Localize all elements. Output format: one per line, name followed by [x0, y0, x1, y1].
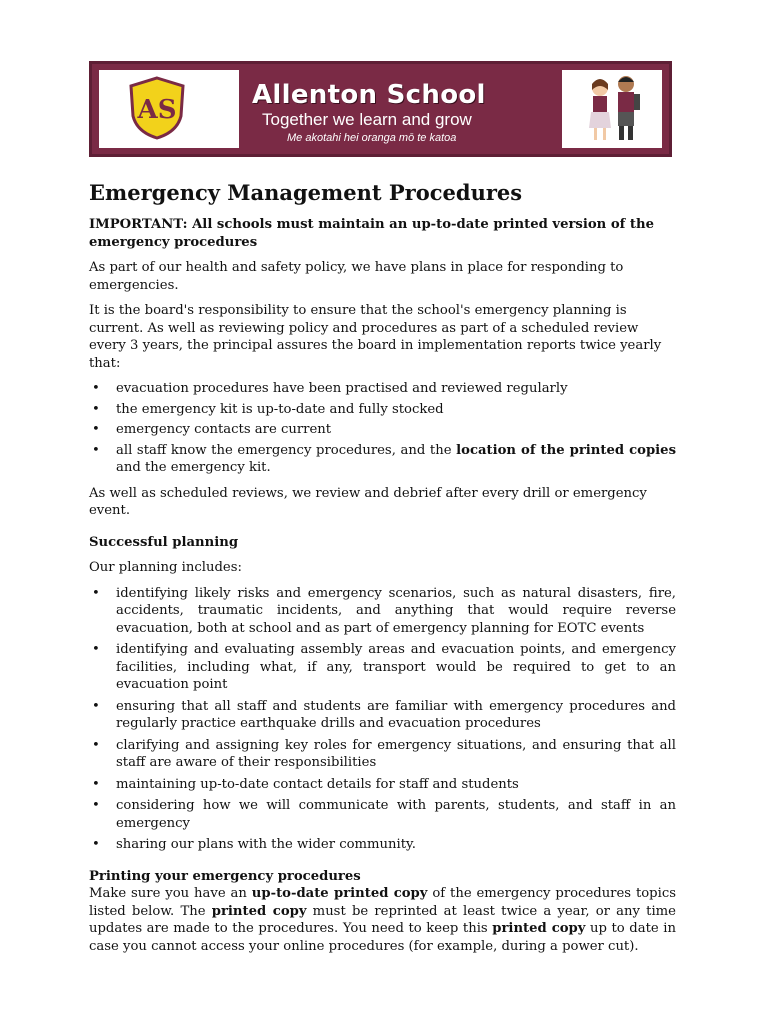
intro-paragraph: As part of our health and safety policy, we have plans in place for responding to emergencies. — [89, 260, 624, 293]
list-item — [116, 442, 676, 477]
list-item: • ensuring that all staff and students are familiar with emergency procedures and regularly practice earthquake drills and evacuation procedures — [116, 698, 676, 733]
list-item: • the emergency kit is up-to-date and fully stocked — [116, 401, 676, 419]
review-paragraph: As well as scheduled reviews, we review and debrief after every drill or emergency event. — [89, 485, 647, 518]
list-item: • identifying and evaluating assembly areas and evacuation points, and emergency facilities, including what, if any, transport would be required to get to an evacuation point — [116, 641, 676, 694]
school-tagline: Together we learn and grow — [262, 110, 472, 129]
students-icon — [562, 70, 662, 148]
document-body — [89, 180, 676, 963]
page-title: Emergency Management Procedures — [89, 180, 523, 205]
printing-heading: Printing your emergency procedures — [89, 868, 361, 884]
list-item: • evacuation procedures have been practised and reviewed regularly — [116, 380, 676, 398]
list-item: • maintaining up-to-date contact details for staff and students — [116, 776, 676, 794]
list-item: • identifying likely risks and emergency scenarios, such as natural disasters, fire, accidents, traumatic incidents, and anything that would require reverse evacuation, both at school and as part of emergency planning for EOTC events — [116, 585, 676, 638]
list-item: • clarifying and assigning key roles for emergency situations, and ensuring that all staff are aware of their responsibilities — [116, 737, 676, 772]
board-paragraph: It is the board's responsibility to ensure that the school's emergency planning is current. As well as reviewing policy and procedures as part of a scheduled review every 3 years, the principal assures the board in implementation reports twice yearly that: — [89, 303, 662, 371]
planning-list — [89, 585, 676, 854]
printing-text-bold: printed copy — [492, 921, 586, 936]
school-crest-icon — [127, 76, 187, 140]
school-banner — [89, 61, 672, 157]
list-item: • emergency contacts are current — [116, 421, 676, 439]
printing-text: up to date in case you cannot access your online procedures (for example, during a power cut). — [89, 921, 676, 954]
list-item: • sharing our plans with the wider community. — [116, 836, 676, 854]
item-text-bold: location of the printed copies — [456, 442, 676, 458]
crest-panel — [99, 70, 239, 148]
item-text: and the emergency kit. — [116, 460, 271, 475]
important-notice: IMPORTANT: All schools must maintain an up-to-date printed version of the emergency procedures — [89, 217, 654, 250]
printing-text-bold: printed copy — [211, 903, 307, 919]
printing-text: must be reprinted at least twice a year, or any time updates are made to the procedures. You need to keep this — [89, 903, 676, 936]
school-name: Allenton School — [252, 80, 486, 110]
list-item: • considering how we will communicate with parents, students, and staff in an emergency — [116, 797, 676, 832]
printing-text: Make sure you have an — [89, 886, 252, 901]
crest-letters: AS — [137, 95, 177, 125]
assurance-list — [89, 380, 676, 477]
printing-paragraph — [89, 885, 676, 955]
school-motto: Me akotahi hei oranga mō te katoa — [287, 132, 457, 144]
students-illustration — [562, 70, 662, 148]
printing-text: of the emergency procedures topics listed below. The — [89, 886, 676, 919]
planning-heading: Successful planning — [89, 534, 239, 550]
planning-intro: Our planning includes: — [89, 560, 242, 575]
printing-text-bold: up-to-date printed copy — [251, 886, 428, 901]
item-text: all staff know the emergency procedures, and the — [116, 442, 457, 458]
